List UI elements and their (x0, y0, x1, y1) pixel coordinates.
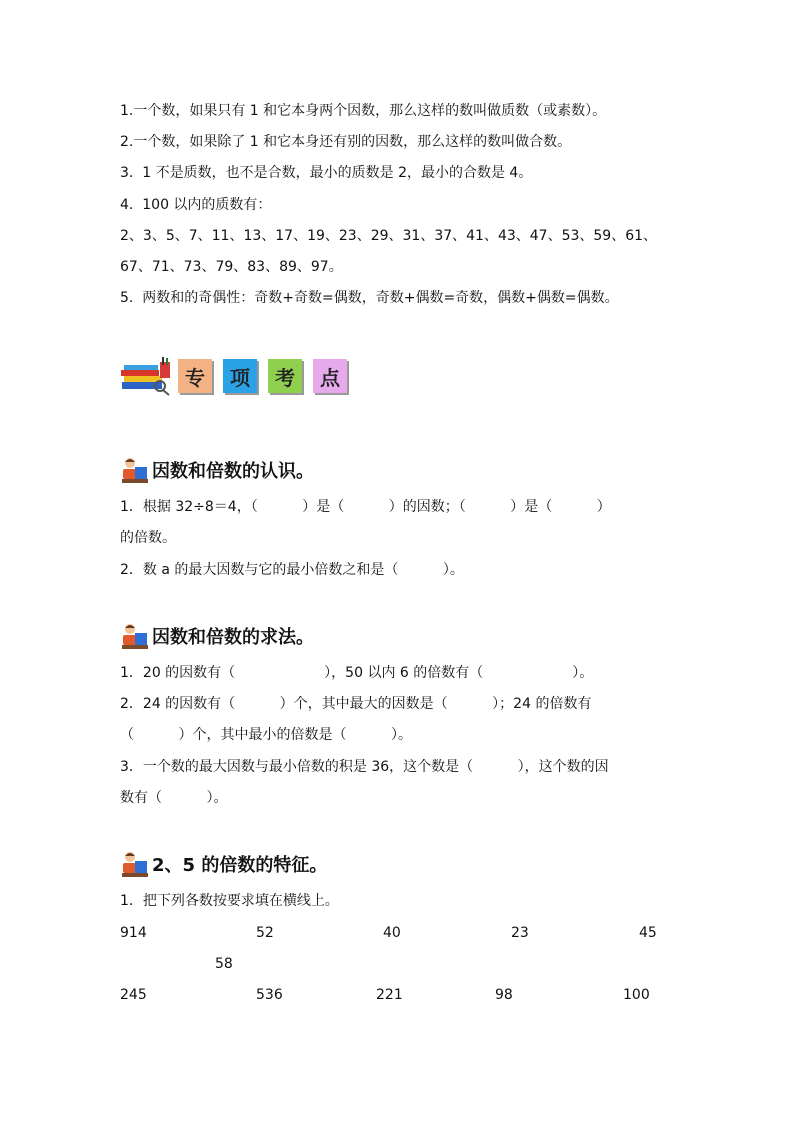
fact-line: 3. 1 不是质数，也不是合数，最小的质数是 2，最小的合数是 4。 (120, 165, 533, 181)
fact-line: 5. 两数和的奇偶性：奇数+奇数=偶数，奇数+偶数=奇数，偶数+偶数=偶数。 (120, 290, 619, 306)
banner-tile-char: 专 (185, 365, 205, 390)
fact-line: 2.一个数，如果除了 1 和它本身还有别的因数，那么这样的数叫做合数。 (120, 134, 572, 150)
number-item: 221 (376, 987, 403, 1003)
section-heading (120, 848, 327, 880)
section-title: 2、5 的倍数的特征。 (152, 855, 328, 876)
reading-child-icon (120, 621, 150, 651)
banner-tile-kao (268, 359, 302, 393)
question-line: 1．20 的因数有（ ），50 以内 6 的倍数有（ ）。 (120, 665, 594, 681)
number-item: 52 (256, 925, 274, 941)
section-title: 因数和倍数的认识。 (152, 461, 314, 482)
special-topics-banner (120, 356, 358, 396)
fact-line: 4. 100 以内的质数有： (120, 197, 272, 213)
banner-tile-char: 考 (275, 365, 295, 390)
question-line: 2．24 的因数有（ ）个，其中最大的因数是（ ）；24 的倍数有 (120, 696, 592, 712)
number-item: 536 (256, 987, 283, 1003)
question-line: 3．一个数的最大因数与最小倍数的积是 36，这个数是（ ），这个数的因 (120, 759, 609, 775)
number-item: 914 (120, 925, 147, 941)
number-item: 45 (639, 925, 657, 941)
section-title: 因数和倍数的求法。 (152, 627, 314, 648)
section-heading (120, 620, 314, 652)
number-item: 58 (215, 956, 233, 972)
number-item: 100 (623, 987, 650, 1003)
prime-list-line: 67、71、73、79、83、89、97。 (120, 259, 343, 275)
banner-tile-char: 点 (320, 365, 340, 390)
books-icon (120, 356, 174, 396)
question-line: 的倍数。 (120, 530, 176, 546)
banner-tile-xiang (223, 359, 257, 393)
number-item: 23 (511, 925, 529, 941)
banner-tile-zhuan (178, 359, 212, 393)
prime-list-line: 2、3、5、7、11、13、17、19、23、29、31、37、41、43、47、53、59、61、 (120, 228, 658, 244)
reading-child-icon (120, 849, 150, 879)
banner-tile-dian (313, 359, 347, 393)
question-line: （ ）个，其中最小的倍数是（ ）。 (120, 727, 413, 743)
question-line: 1．把下列各数按要求填在横线上。 (120, 893, 339, 909)
number-item: 40 (383, 925, 401, 941)
number-item: 245 (120, 987, 147, 1003)
reading-child-icon (120, 455, 150, 485)
banner-tile-char: 项 (230, 365, 250, 390)
section-heading (120, 454, 314, 486)
fact-line: 1.一个数，如果只有 1 和它本身两个因数，那么这样的数叫做质数（或素数）。 (120, 103, 607, 119)
question-line: 1．根据 32÷8＝4，（ ）是（ ）的因数；（ ）是（ ） (120, 499, 611, 515)
number-item: 98 (495, 987, 513, 1003)
question-line: 2．数 a 的最大因数与它的最小倍数之和是（ ）。 (120, 562, 464, 578)
question-line: 数有（ ）。 (120, 790, 228, 806)
